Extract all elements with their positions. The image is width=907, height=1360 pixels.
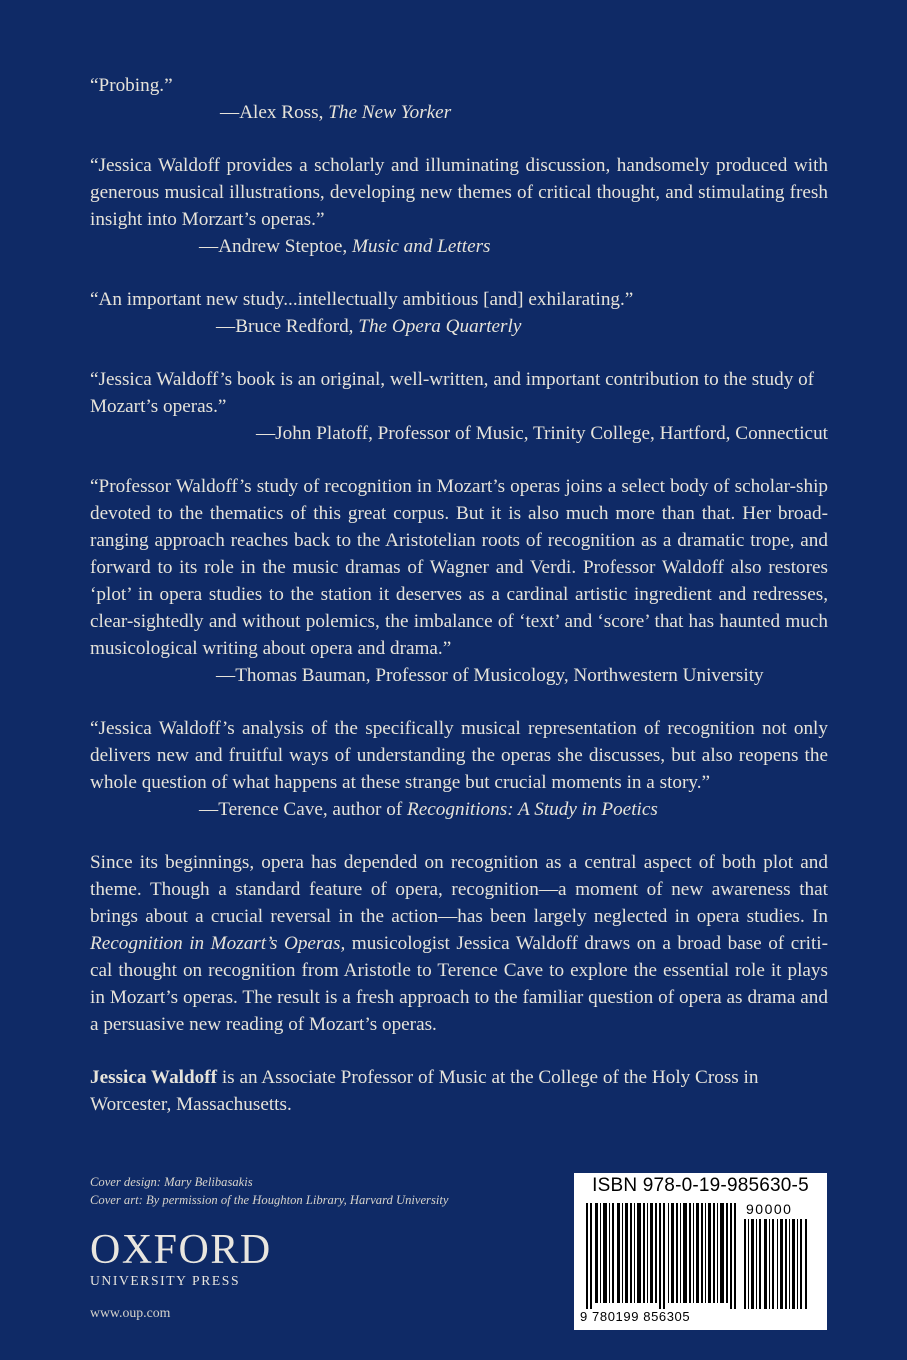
review-attribution: —Andrew Steptoe, Music and Letters — [199, 236, 491, 257]
publisher-logo — [90, 1228, 272, 1290]
cover-credits — [90, 1173, 448, 1209]
book-description: Since its beginnings, opera has depended on recognition as a central aspect of both plot and theme. Though a standard feature of opera, recognition—a moment of new awareness that brings about a crucial reversal in the action—has been largely neglected in opera studies. In Recognition in Mozart’s Operas, musicologist Jessica Waldoff draws on a broad base of criti-cal thought on recognition from Aristotle to Terence Cave to explore the essential role it plays in Mozart’s operas. The result is a fresh approach to the familiar question of opera as drama and a persuasive new reading of Mozart’s operas. — [90, 852, 828, 1035]
author-bio: Jessica Waldoff is an Associate Professor of Music at the College of the Holy Cross in Worcester, Massachusetts. — [90, 1067, 759, 1115]
review-attribution: —Terence Cave, author of Recognitions: A Study in Poetics — [199, 799, 658, 820]
publisher-url: www.oup.com — [90, 1305, 171, 1320]
review-quote: “Professor Waldoff’s study of recognition in Mozart’s operas joins a select body of scholar-ship devoted to the thematics of this great corpus. But it is also much more than that. Her broad-ranging approach reaches back to the Aristotelian roots of recognition as a dramatic trope, and forward to its role in the music dramas of Wagner and Verdi. Professor Waldoff also restores ‘plot’ in opera studies to the station it deserves as a cardinal artistic ingredient and redresses, clear-sightedly and without polemics, the imbalance of ‘text’ and ‘score’ that has haunted much musicological writing about opera and drama.” — [90, 476, 828, 659]
review-quote: “Jessica Waldoff’s analysis of the specifically musical representation of recognition not only delivers new and fruitful ways of understanding the operas she discusses, but also reopens the whole question of what happens at these strange but crucial moments in a story.” — [90, 718, 828, 793]
review-quote: “Jessica Waldoff provides a scholarly and illuminating discussion, handsomely produced with generous musical illustrations, developing new themes of critical thought, and stimulating fresh insight into Morzart’s operas.” — [90, 155, 828, 230]
review-attribution: —Alex Ross, The New Yorker — [220, 102, 452, 123]
review-quote: “Jessica Waldoff’s book is an original, well-written, and important contribution to the study of Mozart’s operas.” — [90, 369, 815, 417]
cover-design-credit: Cover design: Mary Belibasakis — [90, 1175, 253, 1189]
barcode-bars-icon — [584, 1203, 817, 1311]
review-attribution: —Thomas Bauman, Professor of Musicology, Northwestern University — [216, 665, 764, 686]
review-quote: “Probing.” — [90, 75, 173, 96]
review-attribution: —John Platoff, Professor of Music, Trinity College, Hartford, Connecticut — [255, 423, 828, 444]
barcode-digits: 9 780199 856305 — [580, 1309, 691, 1324]
publisher-subtitle: UNIVERSITY PRESS — [90, 1273, 241, 1288]
review-attribution: —Bruce Redford, The Opera Quarterly — [216, 316, 522, 337]
publisher-name: OXFORD — [90, 1227, 272, 1273]
cover-art-credit: Cover art: By permission of the Houghton Library, Harvard University — [90, 1193, 449, 1207]
price-code: 90000 — [746, 1201, 793, 1217]
isbn-barcode — [574, 1173, 827, 1330]
back-cover-text — [90, 72, 828, 1118]
isbn-number: ISBN 978-0-19-985630-5 — [592, 1175, 809, 1196]
review-quote: “An important new study...intellectually ambitious [and] exhilarating.” — [90, 289, 634, 310]
